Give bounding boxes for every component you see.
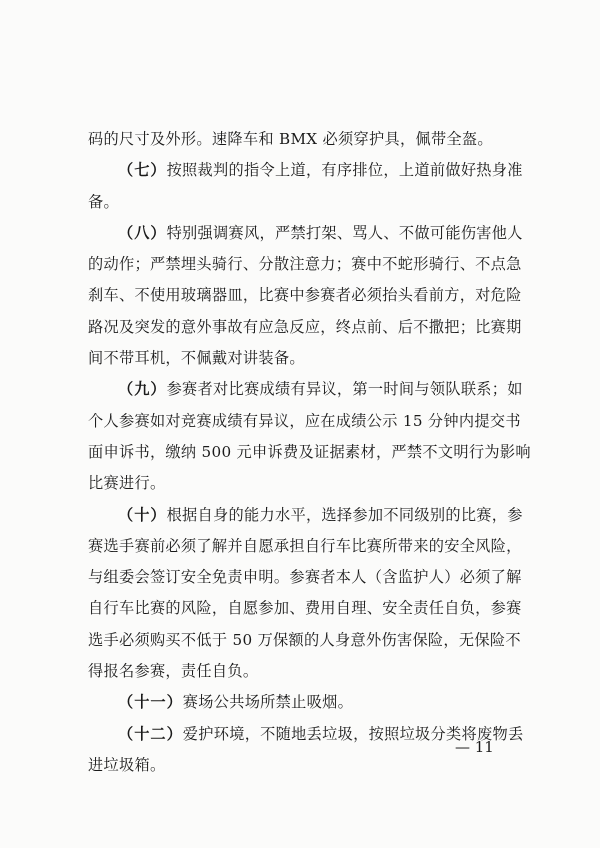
line-text: 得报名参赛，责任自负。 [88,662,259,681]
text-line [88,218,523,249]
text-line [88,249,522,280]
text-line [88,531,522,562]
text-line [88,687,518,718]
line-text: 面申诉书，缴纳 500 元申诉费及证据素材，严禁不文明行为影响 [88,442,531,461]
text-line [88,312,522,343]
line-text: 间不带耳机，不佩戴对讲装备。 [88,349,305,368]
text-line [88,124,518,155]
line-text: 个人参赛如对竞赛成绩有异议，应在成绩公示 15 分钟内提交书 [88,411,521,430]
clause-number: （八） [118,223,167,242]
text-line [88,625,521,656]
text-line [88,187,518,218]
line-text: 按照裁判的指令上道，有序排位，上道前做好热身准 [166,161,523,180]
line-text: 进垃圾箱。 [88,755,166,774]
paragraph [88,124,518,155]
paragraph [88,374,531,499]
text-line [88,656,518,687]
page-number: — 11 [455,738,494,756]
paragraph [88,500,523,688]
document-body [88,124,531,781]
text-line [88,280,522,311]
line-text: 特别强调赛风，严禁打架、骂人、不做可能伤害他人 [166,223,523,242]
text-line [88,719,524,750]
line-text: 赛场公共场所禁止吸烟。 [182,693,354,712]
line-text: 赛选手赛前必须了解并自愿承担自行车比赛所带来的安全风险， [88,536,522,555]
line-text: 比赛进行。 [88,474,166,493]
text-line [88,562,522,593]
line-text: 的动作；严禁埋头骑行、分散注意力；赛中不蛇形骑行、不点急 [88,255,522,274]
line-text: 参赛者对比赛成绩有异议，第一时间与领队联系；如 [166,380,523,399]
text-line [88,155,523,186]
line-text: 选手必须购买不低于 50 万保额的人身意外伤害保险，无保险不 [88,630,521,649]
clause-number: （十） [118,505,167,524]
paragraph [88,155,523,218]
paragraph [88,218,523,374]
line-text: 路况及突发的意外事故有应急反应，终点前、后不撒把；比赛期 [88,317,522,336]
clause-number: （十一） [118,693,183,712]
line-text: 刹车、不使用玻璃器皿，比赛中参赛者必须抬头看前方，对危险 [88,286,522,305]
text-line [88,750,518,781]
text-line [88,468,518,499]
text-line [88,406,521,437]
clause-number: （九） [118,380,167,399]
paragraph [88,687,518,718]
clause-number: （七） [118,161,167,180]
line-text: 自行车比赛的风险，自愿参加、费用自理、安全责任自负，参赛 [88,599,522,618]
text-line [88,343,518,374]
text-line [88,374,523,405]
text-line [88,437,531,468]
clause-number: （十二） [118,724,183,743]
line-text: 码的尺寸及外形。速降车和 BMX 必须穿护具，佩带全盔。 [88,130,493,148]
line-text: 备。 [88,192,119,211]
line-text: 根据自身的能力水平，选择参加不同级别的比赛，参 [166,505,523,524]
text-line [88,500,523,531]
line-text: 与组委会签订安全免责申明。参赛者本人（含监护人）必须了解 [88,568,522,587]
paragraph [88,719,524,782]
text-line [88,593,522,624]
line-text: 爱护环境，不随地丢垃圾，按照垃圾分类将废物丢 [182,724,524,743]
